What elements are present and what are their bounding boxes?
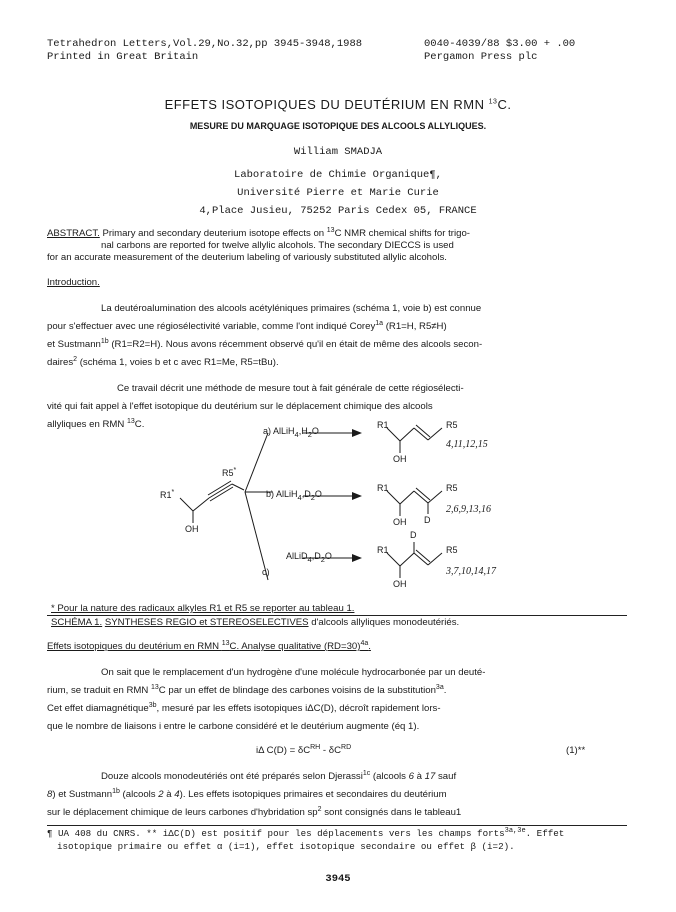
section2-p1-line-1: On sait que le remplacement d'un hydrogène d'une molécule hydrocarbonée par un deuté- [101, 667, 486, 678]
prod-c-r5-label: R5 [446, 545, 458, 555]
start-oh-label: OH [185, 524, 199, 534]
section2-p1-line-4: que le nombre de liaisons i entre le carbone considéré et le deutérium augmente (éq 1). [47, 721, 420, 732]
route-b-reagent: b) $AlLiH_4,D_2O$ [266, 489, 322, 502]
scheme-caption: SCHÉMA 1. SYNTHESES REGIO et STEREOSELECTIVES d'alcools allyliques monodeutériés. [51, 617, 460, 628]
scheme-footnote: * Pour la nature des radicaux alkyles R1 et R5 se reporter au tableau 1. [51, 603, 355, 614]
prod-a-r5-label: R5 [446, 420, 458, 430]
page-number: 3945 [325, 873, 351, 885]
prod-b-bond-1 [387, 491, 400, 504]
publisher: Pergamon Press plc [424, 51, 538, 63]
intro-heading: Introduction. [47, 277, 100, 288]
prod-b-r1-label: R1 [377, 483, 389, 493]
equation-1-number: (1)** [566, 745, 586, 756]
abstract-line-3: for an accurate measurement of the deuterium labeling of variously substituted allylic alcohols. [47, 252, 447, 263]
section2-p1-line-2: rium, se traduit en RMN $^{13}$C par un effet de blindage des carbones voisins de la substitution$^{3a}$. [47, 683, 447, 696]
abstract-line-2: nal carbons are reported for twelve allylic alcohols. The secondary DIECCS is used [101, 240, 454, 251]
start-triple-bond-3 [208, 481, 231, 495]
route-a-arrowhead [352, 429, 362, 437]
intro-p1-line-2: pour s'effectuer avec une régiosélectivité variable, comme l'ont indiqué Corey$^{1a}$ (R1=H, R5≠H) [47, 319, 447, 332]
intro-p2-line-3: allyliques en RMN $^{13}$C. [47, 417, 145, 430]
start-triple-bond-2 [210, 487, 233, 501]
prod-c-oh-label: OH [393, 579, 407, 589]
start-r1-label: R1* [160, 489, 175, 500]
footnote-line-1: ¶ UA 408 du CNRS. ** iΔC(D) est positif pour les déplacements vers les champs forts$^{3a,3e}$. Effet [47, 826, 565, 839]
prod-c-bond-r5 [428, 553, 442, 565]
prod-a-oh-label: OH [393, 454, 407, 464]
section2-p1-line-3: Cet effet diamagnétique$^{3b}$, mesuré par les effets isotopiques iΔC(D), décroît rapidement lors- [47, 701, 441, 714]
section2-p2-line-1: Douze alcools monodeutériés ont été préparés selon Djerassi$^{1c}$ (alcools 6 à 17 sauf [101, 769, 457, 782]
price-code: 0040-4039/88 $3.00 + .00 [424, 38, 576, 50]
printed-in: Printed in Great Britain [47, 51, 199, 63]
route-b-arrowhead [352, 492, 362, 500]
prod-b-bond-r5 [428, 491, 442, 503]
prod-b-r5-label: R5 [446, 483, 458, 493]
paper-subtitle: MESURE DU MARQUAGE ISOTOPIQUE DES ALCOOLS ALLYLIQUES. [189, 121, 487, 131]
prod-a-bond-2 [400, 428, 414, 441]
route-a-line [245, 433, 268, 492]
equation-1: iΔ $C(D) = \delta C^{RH} - \delta CRD$ [256, 743, 352, 756]
start-bond-r1 [180, 498, 193, 511]
section2-p2-line-2: 8) et Sustmann$^{1b}$ (alcools 2 à 4). Les effets isotopiques primaires et secondaires du deutérium [47, 787, 447, 800]
section2-heading: Effets isotopiques du deutérium en RMN $^{13}$C. Analyse qualitative (RD=30)$^{4a}$. [47, 639, 371, 652]
prod-c-d-label: D [410, 530, 417, 540]
route-c-arrowhead [352, 554, 362, 562]
intro-p1-line-4: daires$^2$ (schéma 1, voies b et c avec R1=Me, R5=tBu). [47, 355, 279, 368]
prod-c-bond-2 [400, 553, 414, 566]
author-name: William SMADJA [293, 146, 383, 158]
start-bond-r5 [232, 484, 244, 490]
prod-c-compound-numbers: 3,7,10,14,17 [446, 566, 496, 577]
journal-citation: Tetrahedron Letters,Vol.29,No.32,pp 3945-3948,1988 [47, 38, 363, 50]
scheme-rule [47, 615, 627, 616]
prod-a-bond-r5 [428, 428, 442, 440]
paper-title: EFFETS ISOTOPIQUES DU DEUTÉRIUM EN RMN $^{13}$C. [164, 97, 512, 112]
start-bond-carbinol [193, 498, 209, 511]
prod-b-compound-numbers: 2,6,9,13,16 [446, 504, 491, 515]
start-r5-label: R5* [222, 467, 237, 478]
prod-a-compound-numbers: 4,11,12,15 [446, 439, 488, 450]
lab-name: Laboratoire de Chimie Organique¶, [234, 169, 442, 181]
intro-p1-line-1: La deutéroalumination des alcools acétyléniques primaires (schéma 1, voie b) est connue [101, 303, 482, 314]
route-c-reagent: $AlLiD_4,D_2O$ [286, 551, 332, 564]
prod-a-r1-label: R1 [377, 420, 389, 430]
prod-a-bond-1 [387, 428, 400, 441]
intro-p2-line-1: Ce travail décrit une méthode de mesure tout à fait générale de cette régiosélecti- [117, 383, 464, 394]
intro-p1-line-3: et Sustmann$^{1b}$ (R1=R2=H). Nous avons récemment observé qu'il en était de même des alcools secon- [47, 337, 483, 350]
footnote-line-2: isotopique primaire ou effet α (i=1), effet isotopique secondaire ou effet β (i=2). [57, 841, 515, 852]
route-c-letter: c) [262, 567, 270, 577]
university-name: Université Pierre et Marie Curie [237, 187, 439, 199]
prod-b-d-label: D [424, 515, 431, 525]
start-triple-bond-1 [209, 484, 232, 498]
footnote-rule [47, 825, 627, 826]
section2-p2-line-3: sur le déplacement chimique de leurs carbones d'hybridation $sp^2$ sont consignés dans le tableau1 [47, 805, 462, 818]
prod-c-r1-label: R1 [377, 545, 389, 555]
prod-b-bond-2 [400, 491, 414, 504]
intro-p2-line-2: vité qui fait appel à l'effet isotopique du deutérium sur le déplacement chimique des alcools [47, 401, 433, 412]
prod-c-bond-1 [387, 553, 400, 566]
abstract-line-1: ABSTRACT. Primary and secondary deuterium isotope effects on $^{13}$C NMR chemical shifts for trigo- [47, 226, 470, 239]
address: 4,Place Jusieu, 75252 Paris Cedex 05, FRANCE [199, 205, 477, 217]
route-a-reagent: a) $AlLiH_4,H_2O$ [263, 426, 319, 439]
prod-b-oh-label: OH [393, 517, 407, 527]
